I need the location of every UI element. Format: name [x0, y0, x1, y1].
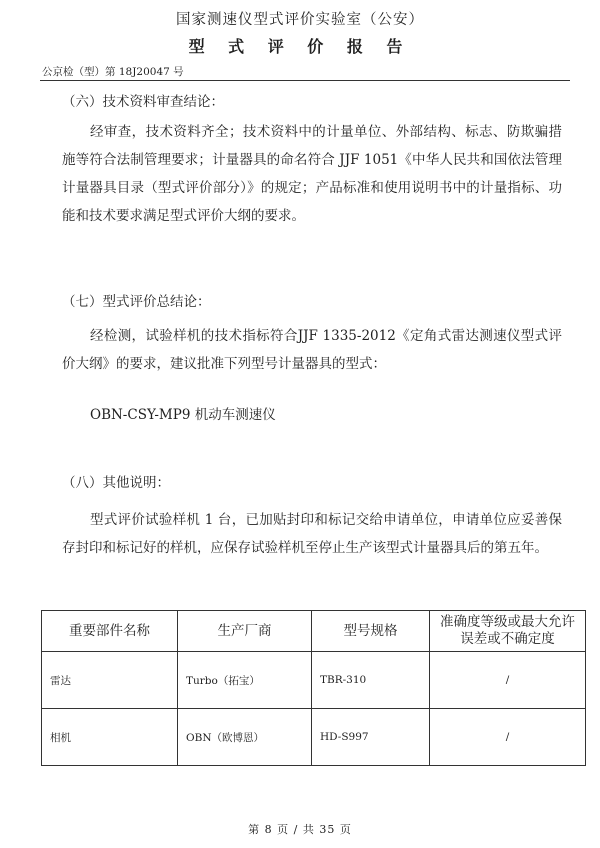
components-table [41, 610, 586, 766]
component-name: 雷达 [42, 652, 178, 709]
table-row [42, 652, 586, 709]
table-header-row [42, 611, 586, 652]
section-7-body: 经检测，试验样机的技术指标符合JJF 1335-2012《定角式雷达测速仪型式评价大纲》的要求，建议批准下列型号计量器具的型式： [62, 328, 562, 372]
accuracy: / [430, 709, 586, 766]
approved-model: OBN-CSY-MP9 机动车测速仪 [90, 407, 276, 423]
section-6-body: 经审查，技术资料齐全；技术资料中的计量单位、外部结构、标志、防欺骗措施等符合法制管理要求；计量器具的命名符合 JJF 1051《中华人民共和国依法管理计量器具目录（型式评价部分）》的规定；产品标准和使用说明书中的计量指标、功能和技术要求满足型式评价大纲的要求。 [62, 124, 562, 224]
section-8-body: 型式评价试验样机 1 台，已加贴封印和标记交给申请单位，申请单位应妥善保存封印和标记好的样机，应保存试验样机至停止生产该型式计量器具后的第五年。 [62, 512, 562, 556]
model-spec: HD-S997 [312, 709, 430, 766]
table-row [42, 709, 586, 766]
accuracy: / [430, 652, 586, 709]
manufacturer: Turbo（拓宝） [178, 652, 312, 709]
header-manufacturer: 生产厂商 [178, 611, 312, 652]
lab-name: 国家测速仪型式评价实验室（公安） [176, 12, 424, 28]
manufacturer: OBN（欧博恩） [178, 709, 312, 766]
report-title: 型 式 评 价 报 告 [188, 37, 412, 56]
report-reference-number: 公京检（型）第 18J20047 号 [42, 66, 184, 78]
header-divider [40, 80, 570, 81]
header-accuracy: 准确度等级或最大允许误差或不确定度 [430, 611, 586, 652]
section-7-heading: （七）型式评价总结论： [62, 294, 211, 310]
page-number: 第 8 页 / 共 35 页 [248, 823, 352, 836]
header-component-name: 重要部件名称 [42, 611, 178, 652]
section-6-heading: （六）技术资料审查结论： [62, 94, 224, 110]
header-model-spec: 型号规格 [312, 611, 430, 652]
section-8-heading: （八）其他说明： [62, 475, 170, 491]
component-name: 相机 [42, 709, 178, 766]
model-spec: TBR-310 [312, 652, 430, 709]
